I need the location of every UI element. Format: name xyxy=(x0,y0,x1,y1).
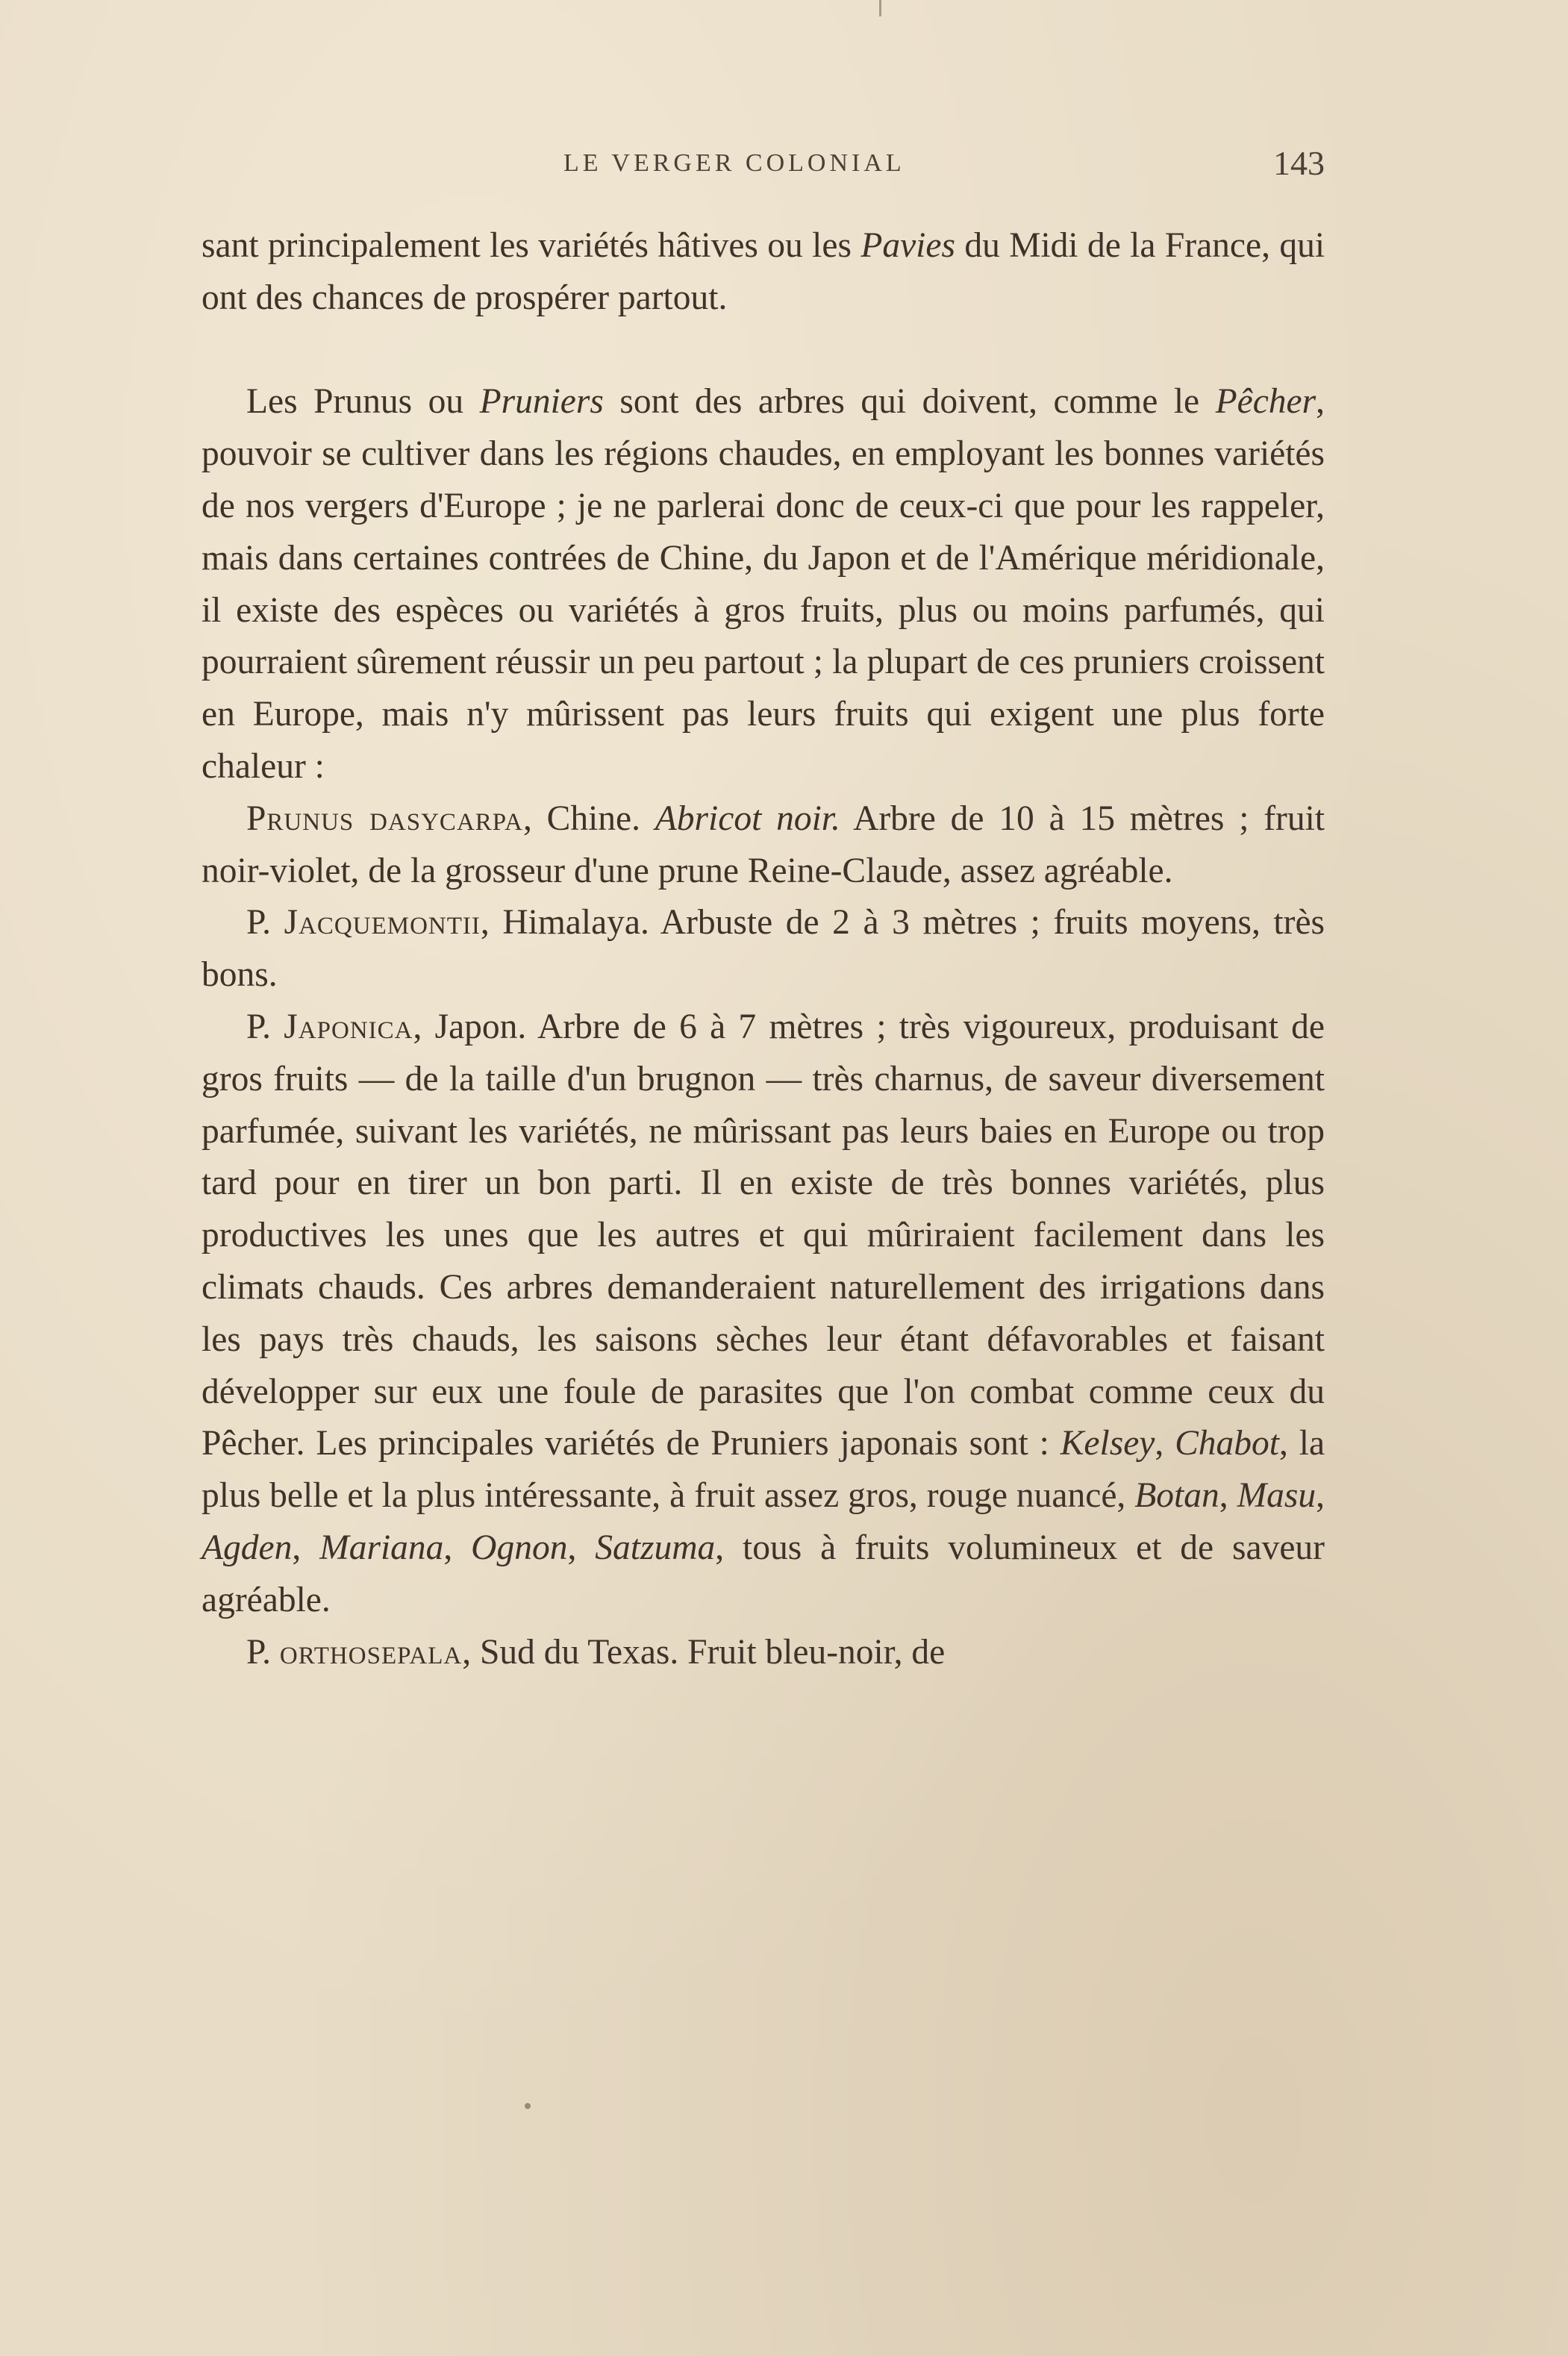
paragraph-continuation: sant principalement les variétés hâtives ou les Pavies du Midi de la France, qui ont des chances de prospérer partout. xyxy=(202,226,1325,317)
ink-speck xyxy=(525,2103,531,2109)
species-name: Jacquemontii xyxy=(284,903,481,943)
species-name: orthosepala xyxy=(279,1632,463,1672)
species-name: Japonica xyxy=(284,1007,413,1046)
page-edge-mark xyxy=(879,0,881,16)
page-number: 143 xyxy=(1273,144,1325,182)
paragraph-prunus-jacquemontii: P. Jacquemontii, Himalaya. Arbuste de 2 à 3 mètres ; fruits moyens, très bons. xyxy=(202,903,1325,995)
paragraph-prunus-intro: Les Prunus ou Pruniers sont des arbres qui doivent, comme le Pêcher, pouvoir se cultiver dans les régions chaudes, en employant les bonnes variétés de nos vergers d'Europe ; je ne parlerai donc de ceux-ci que pour les rappeler, mais dans certaines contrées de Chine, du Japon et de l'Amérique méridionale, il existe des espèces ou variétés à gros fruits, plus ou moins parfumés, qui pourraient sûrement réussir un peu partout ; la plupart de ces pruniers croissent en Europe, mais n'y mûrissent pas leurs fruits qui exigent une plus forte chaleur : xyxy=(202,382,1325,786)
running-title: LE VERGER COLONIAL xyxy=(563,149,905,177)
page-header xyxy=(202,146,1325,191)
body-text xyxy=(202,220,1325,1678)
paragraph-prunus-japonica: P. Japonica, Japon. Arbre de 6 à 7 mètres ; très vigoureux, produisant de gros fruits — de la taille d'un brugnon — très charnus, de saveur diversement parfumée, suivant les variétés, ne mûrissant pas leurs baies en Europe ou trop tard pour en tirer un bon parti. Il en existe de très bonnes variétés, plus productives les unes que les autres et qui mûriraient facilement dans les climats chauds. Ces arbres demanderaient naturellement des irrigations dans les pays très chauds, les saisons sèches leur étant défavorables et faisant développer sur eux une foule de parasites que l'on combat comme ceux du Pêcher. Les principales variétés de Pruniers japonais sont : Kelsey, Chabot, la plus belle et la plus intéressante, à fruit assez gros, rouge nuancé, Botan, Masu, Agden, Mariana, Ognon, Satzuma, tous à fruits volumineux et de saveur agréable. xyxy=(202,1007,1325,1619)
species-name: Prunus dasycarpa xyxy=(246,799,523,838)
paragraph-prunus-dasycarpa: Prunus dasycarpa, Chine. Abricot noir. Arbre de 10 à 15 mètres ; fruit noir-violet, de la grosseur d'une prune Reine-Claude, assez agréable. xyxy=(202,799,1325,890)
paragraph-prunus-orthosepala: P. orthosepala, Sud du Texas. Fruit bleu-noir, de xyxy=(246,1632,946,1672)
